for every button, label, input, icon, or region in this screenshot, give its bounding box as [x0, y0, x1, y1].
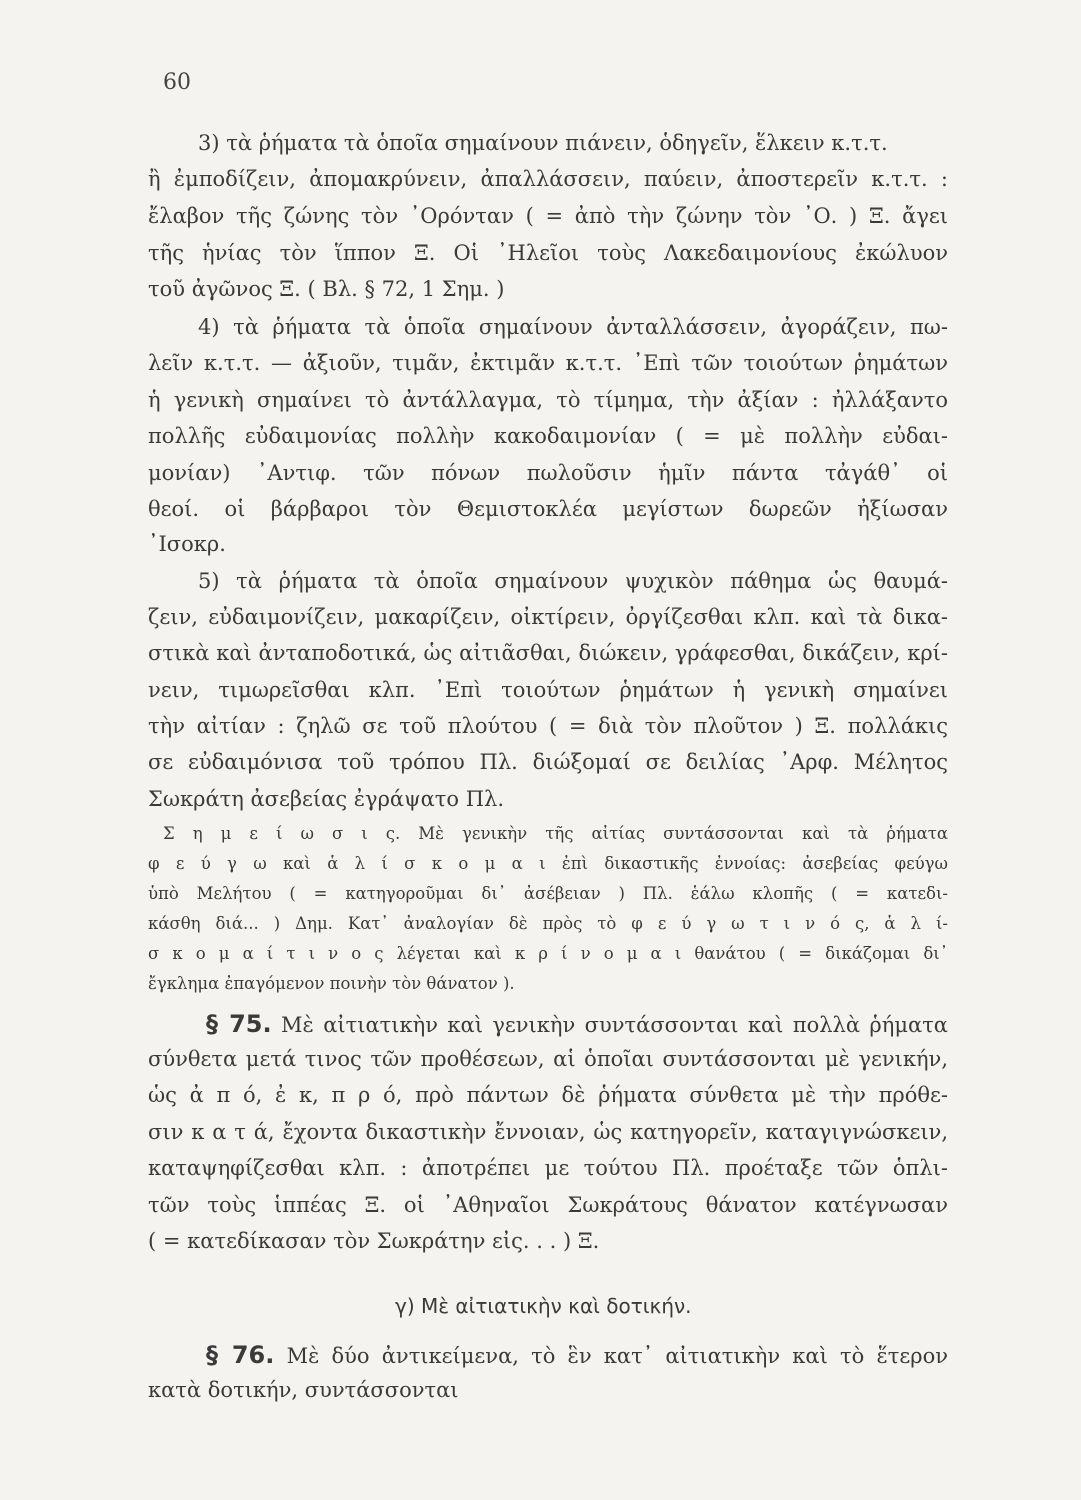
note-line: σ κ ο μ α ί τ ι ν ο ς λέγεται καὶ κ ρ ί ν ο μ α ι θανάτου ( = δικάζομαι δι᾿ [148, 944, 948, 963]
text-line: σιν κ α τ ά, ἔχοντα δικαστικὴν ἔννοιαν, ὡς κατηγορεῖν, καταγιγνώσκειν, [148, 1120, 948, 1144]
text-line: Μὲ αἰτιατικὴν καὶ γενικὴν συντάσσονται καὶ πολλὰ ῥήματα [281, 1013, 948, 1037]
section-75-first-line [206, 1012, 948, 1036]
text-line: τοῦ ἀγῶνος Ξ. ( Βλ. § 72, 1 Σημ. ) [148, 277, 505, 301]
text-line: τῶν τοὺς ἱππέας Ξ. οἱ ᾿Αθηναῖοι Σωκράτους θάνατον κατέγνωσαν [148, 1193, 948, 1217]
text-line: ᾿Ισοκρ. [148, 532, 226, 556]
text-line: 5) τὰ ῥήματα τὰ ὁποῖα σημαίνουν ψυχικὸν πάθημα ὡς θαυμά- [198, 569, 948, 593]
text-line: σύνθετα μετά τινος τῶν προθέσεων, αἱ ὁποῖαι συντάσσονται μὲ γενικήν, [148, 1047, 948, 1071]
text-line: Σωκράτη ἀσεβείας ἐγράψατο Πλ. [148, 787, 504, 811]
text-line: λεῖν κ.τ.τ. — ἀξιοῦν, τιμᾶν, ἐκτιμᾶν κ.τ.τ. ᾿Επὶ τῶν τοιούτων ῥημάτων [148, 351, 948, 375]
text-line: ( = κατεδίκασαν τὸν Σωκράτην εἰς. . . ) Ξ. [148, 1229, 600, 1253]
text-line: σε εὐδαιμόνισα τοῦ τρόπου Πλ. διώξομαί σε δειλίας ᾿Αρφ. Μέλητος [148, 750, 948, 774]
section-75-mark: § 75. [206, 1010, 272, 1038]
note-line: ἔγκλημα ἐπαγόμενον ποινὴν τὸν θάνατον ). [148, 974, 515, 993]
text-line: καταψηφίζεσθαι κλπ. : ἀποτρέπει με τούτου Πλ. προέταξε τῶν ὁπλι- [148, 1156, 948, 1180]
note-line: φ ε ύ γ ω καὶ ἁ λ ί σ κ ο μ α ι ἐπὶ δικαστικῆς ἐννοίας: ἀσεβείας φεύγω [148, 854, 948, 873]
text-line: Μὲ δύο ἀντικείμενα, τὸ ἓν κατ᾿ αἰτιατικὴν καὶ τὸ ἕτερον [286, 1344, 948, 1368]
text-line: ὡς ἀ π ό, ἐ κ, π ρ ό, πρὸ πάντων δὲ ῥήματα σύνθετα μὲ τὴν πρόθε- [148, 1083, 948, 1107]
text-line: 4) τὰ ῥήματα τὰ ὁποῖα σημαίνουν ἀνταλλάσσειν, ἀγοράζειν, πω- [198, 315, 948, 339]
text-line: ζειν, εὐδαιμονίζειν, μακαρίζειν, οἰκτίρειν, ὀργίζεσθαι κλπ. καὶ τὰ δικα- [148, 605, 948, 629]
page-number: 60 [163, 70, 191, 95]
text-line: τῆς ἡνίας τὸν ἵππον Ξ. Οἱ ᾿Ηλεῖοι τοὺς Λακεδαιμονίους ἐκώλυον [148, 241, 948, 265]
text-line: 3) τὰ ῥήματα τὰ ὁποῖα σημαίνουν πιάνειν, ὁδηγεῖν, ἕλκειν κ.τ.τ. [198, 131, 888, 155]
section-heading: γ) Μὲ αἰτιατικὴν καὶ δοτικήν. [395, 1294, 692, 1318]
note-line: κάσθη διά... ) Δημ. Κατ᾿ ἀναλογίαν δὲ πρὸς τὸ φ ε ύ γ ω τ ι ν ό ς, ἁ λ ί- [148, 914, 948, 933]
text-line: στικὰ καὶ ἀνταποδοτικά, ὡς αἰτιᾶσθαι, διώκειν, γράφεσθαι, δικάζειν, κρί- [148, 641, 948, 665]
text-line: θεοί. οἱ βάρβαροι τὸν Θεμιστοκλέα μεγίστων δωρεῶν ἠξίωσαν [148, 497, 948, 521]
text-line: τὴν αἰτίαν : ζηλῶ σε τοῦ πλούτου ( = διὰ τὸν πλοῦτον ) Ξ. πολλάκις [148, 714, 948, 738]
text-line: νειν, τιμωρεῖσθαι κλπ. ᾿Επὶ τοιούτων ῥημάτων ἡ γενικὴ σημαίνει [148, 678, 948, 702]
section-76-first-line [206, 1343, 948, 1367]
text-line: ἢ ἐμποδίζειν, ἀπομακρύνειν, ἀπαλλάσσειν, παύειν, ἀποστερεῖν κ.τ.τ. : [148, 167, 948, 191]
note-line: ὑπὸ Μελήτου ( = κατηγοροῦμαι δι᾿ ἀσέβειαν ) Πλ. ἑάλω κλοπῆς ( = κατεδι- [148, 884, 948, 903]
text-line: ἡ γενικὴ σημαίνει τὸ ἀντάλλαγμα, τὸ τίμημα, τὴν ἀξίαν : ἠλλάξαντο [148, 388, 948, 412]
note-line: Σ η μ ε ί ω σ ι ς. Μὲ γενικὴν τῆς αἰτίας συντάσσονται καὶ τὰ ῥήματα [163, 824, 948, 843]
section-76-mark: § 76. [206, 1341, 275, 1369]
text-line: κατὰ δοτικήν, συντάσσονται [148, 1378, 459, 1402]
text-line: ἔλαβον τῆς ζώνης τὸν ᾿Ορόνταν ( = ἀπὸ τὴν ζώνην τὸν ᾿Ο. ) Ξ. ἄγει [148, 204, 948, 228]
text-line: πολλῆς εὐδαιμονίας πολλὴν κακοδαιμονίαν ( = μὲ πολλὴν εὐδαι- [148, 424, 948, 448]
text-line: μονίαν) ᾿Αντιφ. τῶν πόνων πωλοῦσιν ἡμῖν πάντα τἀγάθ᾿ οἱ [148, 461, 948, 485]
